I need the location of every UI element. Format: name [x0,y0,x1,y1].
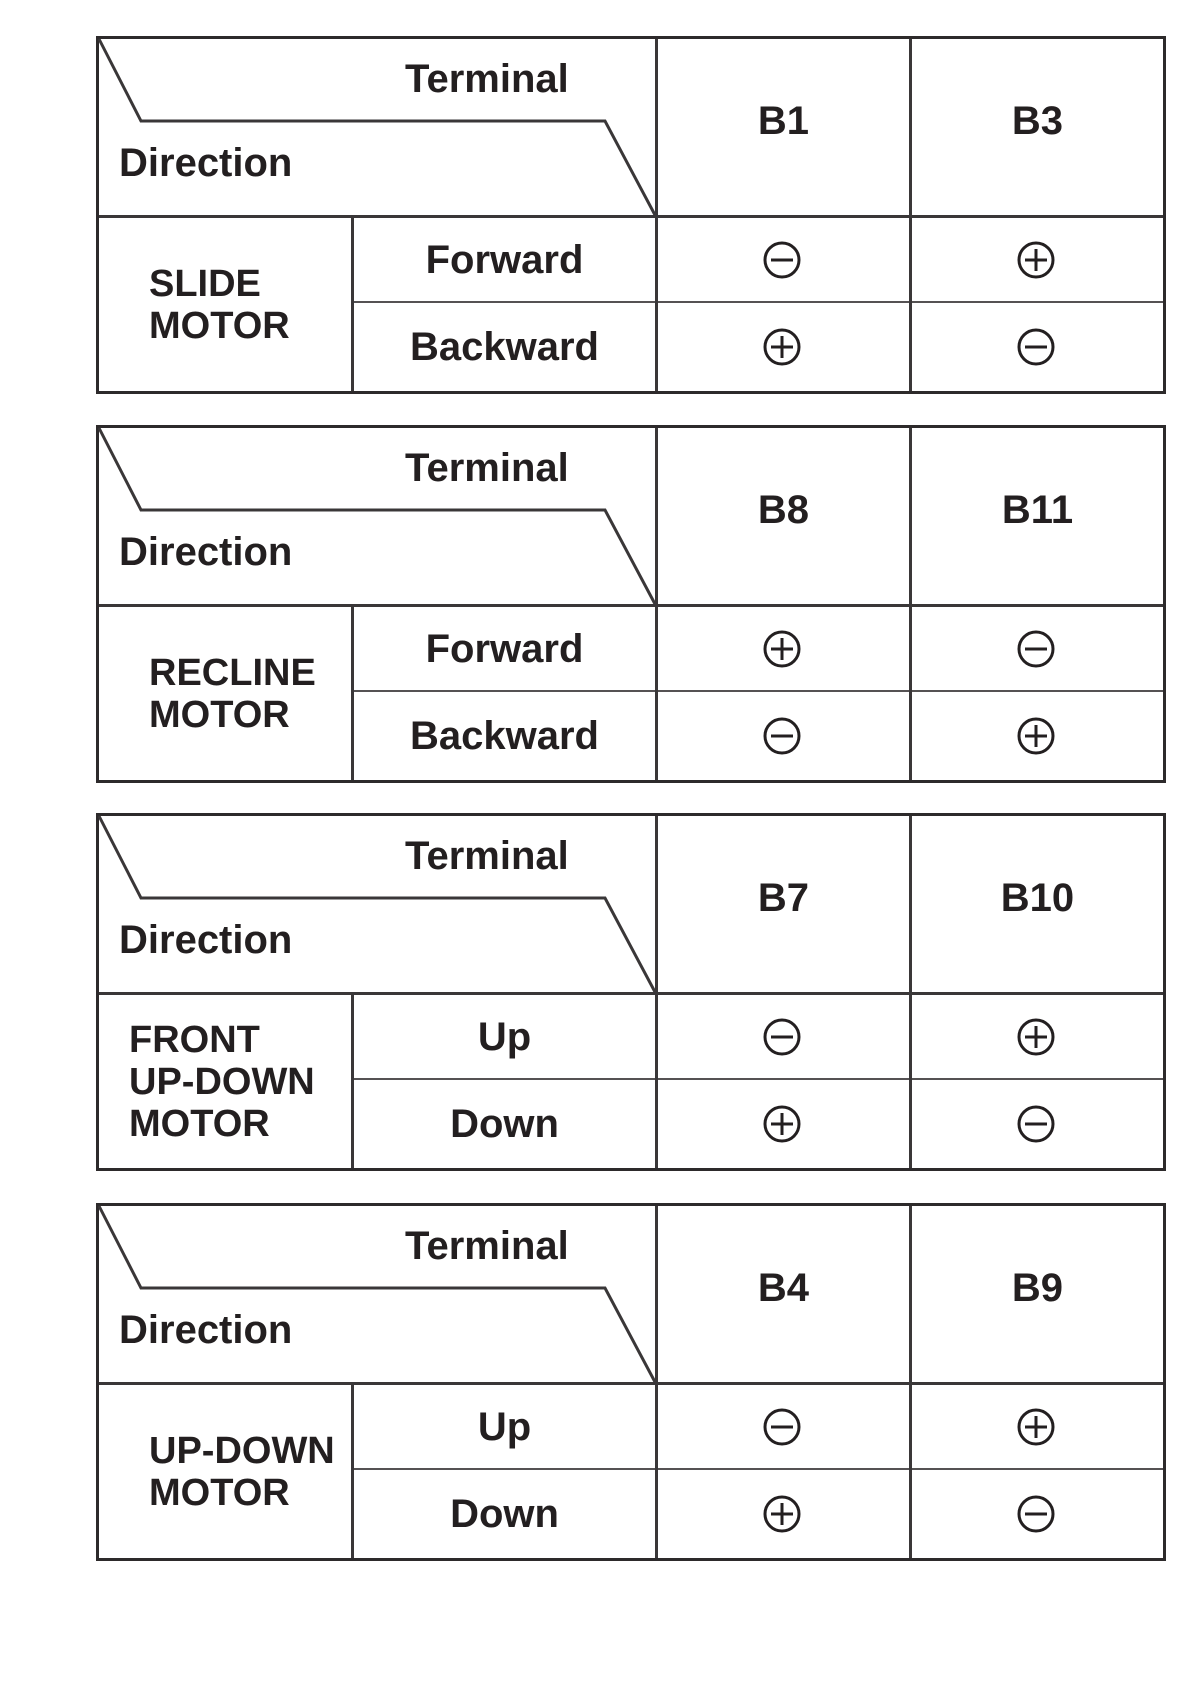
row-divider [351,301,1163,303]
negative-terminal-icon [1016,1104,1056,1144]
header-diagonal-divider [99,39,657,215]
row-divider [351,1078,1163,1080]
column-divider [909,816,912,1168]
direction-header-label: Direction [119,918,293,962]
direction-label: Up [477,1404,532,1449]
motor-name [149,263,290,347]
positive-terminal-icon [1016,716,1056,756]
terminal-name: B4 [757,1266,810,1310]
column-divider [909,428,912,780]
positive-terminal-icon [1016,240,1056,280]
polarity-table [96,1203,1166,1561]
positive-terminal-icon [762,1494,802,1534]
polarity-table [96,36,1166,394]
header-divider [99,215,1163,218]
terminal-name: B11 [1001,488,1074,532]
negative-terminal-icon [762,1017,802,1057]
positive-terminal-icon [1016,1017,1056,1057]
header-diagonal-divider [99,428,657,604]
motor-name [149,652,316,736]
motor-name-line: MOTOR [129,1103,270,1145]
negative-terminal-icon [762,240,802,280]
direction-header-label: Direction [119,530,293,574]
motor-name-line: RECLINE [149,652,316,694]
header-divider [99,604,1163,607]
direction-label: Forward [425,237,584,282]
polarity-table [96,813,1166,1171]
column-divider [909,1206,912,1558]
terminal-header-label: Terminal [405,1224,569,1268]
negative-terminal-icon [1016,1494,1056,1534]
terminal-name: B9 [1011,1266,1064,1310]
motor-name-line: MOTOR [149,694,290,736]
direction-label: Up [477,1014,532,1059]
polarity-table [96,425,1166,783]
direction-label: Backward [410,325,599,369]
positive-terminal-icon [762,1104,802,1144]
header-divider [99,992,1163,995]
negative-terminal-icon [762,1407,802,1447]
direction-label: Down [450,1492,559,1536]
motor-name-line: UP-DOWN [129,1061,315,1103]
motor-name-line: SLIDE [149,263,261,305]
motor-name [149,1430,335,1514]
terminal-header-label: Terminal [405,446,569,490]
motor-name-line: UP-DOWN [149,1430,335,1472]
motor-name-line: FRONT [129,1019,260,1061]
header-diagonal-divider [99,816,657,992]
positive-terminal-icon [1016,1407,1056,1447]
direction-label: Backward [410,714,599,758]
terminal-header-label: Terminal [405,834,569,878]
negative-terminal-icon [762,716,802,756]
terminal-name: B8 [757,488,810,532]
negative-terminal-icon [1016,327,1056,367]
negative-terminal-icon [1016,629,1056,669]
terminal-name: B3 [1011,99,1064,143]
row-divider [351,1468,1163,1470]
terminal-name: B7 [757,876,810,920]
header-diagonal-divider [99,1206,657,1382]
column-divider [909,39,912,391]
positive-terminal-icon [762,629,802,669]
header-divider [99,1382,1163,1385]
direction-header-label: Direction [119,1308,293,1352]
terminal-name: B1 [757,99,810,143]
motor-name-line: MOTOR [149,305,290,347]
direction-label: Down [450,1102,559,1146]
motor-name-line: MOTOR [149,1472,290,1514]
terminal-header-label: Terminal [405,57,569,101]
motor-name [129,1019,315,1145]
terminal-name: B10 [1000,876,1075,920]
direction-header-label: Direction [119,141,293,185]
positive-terminal-icon [762,327,802,367]
direction-label: Forward [425,626,584,671]
row-divider [351,690,1163,692]
